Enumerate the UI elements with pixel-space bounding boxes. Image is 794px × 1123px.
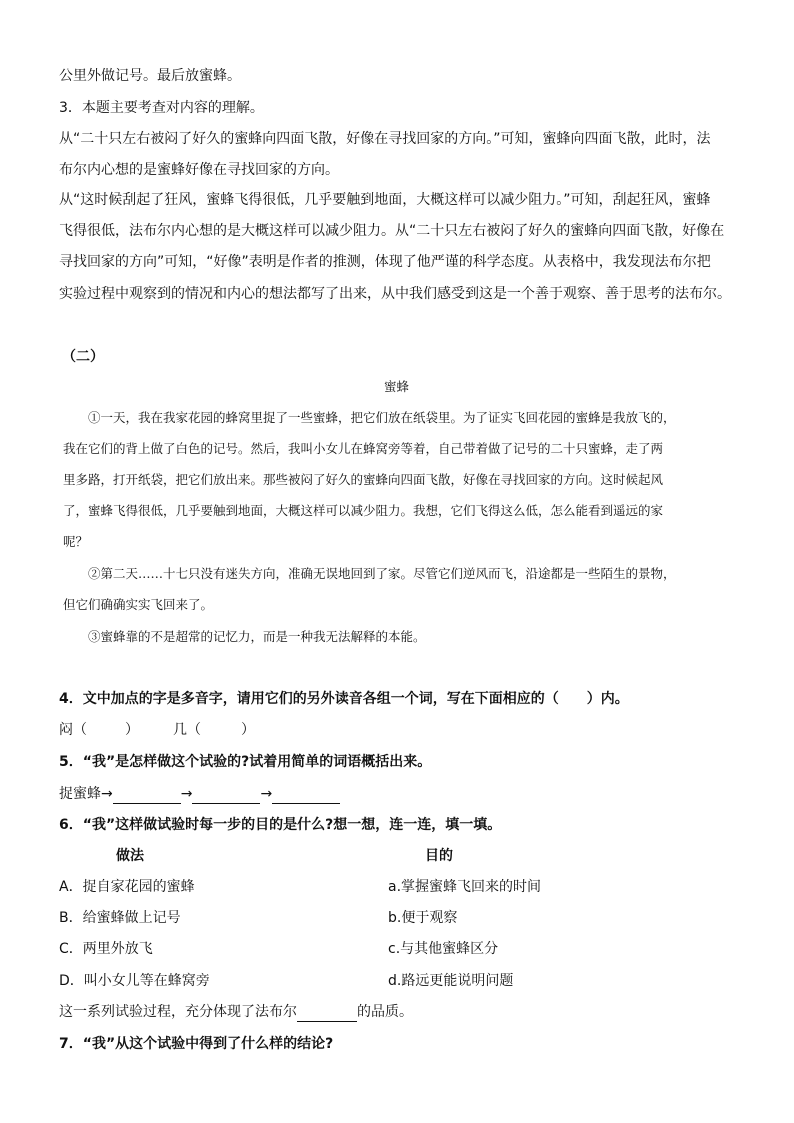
passage-line: ③蜜蜂靠的不是超常的记忆力，而是一种我无法解释的本能。: [88, 629, 426, 644]
q4-answer-row: [59, 720, 255, 740]
q5-answer-row: [59, 784, 340, 804]
answer-paragraph-line: 飞得很低，法布尔内心想的是大概这样可以减少阻力。从“二十只左右被闷了好久的蜜蜂向四面飞散，好像在: [59, 223, 725, 239]
passage-line: ①一天，我在我家花园的蜂窝里捉了一些蜜蜂，把它们放在纸袋里。为了证实飞回花园的蜜蜂是我放飞的，: [88, 410, 676, 425]
q5-blank-2[interactable]: [192, 787, 260, 804]
answer-paragraph-line: 从“二十只左右被闷了好久的蜜蜂向四面飞散，好像在寻找回家的方向。”可知，蜜蜂向四面飞散，此时，法: [59, 131, 711, 147]
q5-start: 捉蜜蜂: [59, 786, 101, 802]
passage-line: ②第二天……十七只没有迷失方向，准确无误地回到了家。尽管它们逆风而飞，沿途都是一些陌生的景物，: [88, 566, 676, 581]
q4-close-paren: ）: [241, 722, 255, 738]
passage-line: 里多路，打开纸袋，把它们放出来。那些被闷了好久的蜜蜂向四面飞散，好像在寻找回家的方向。这时候起风: [63, 472, 664, 487]
q6-method-item[interactable]: C．两里外放飞: [59, 941, 153, 957]
q5-arrow: →: [101, 786, 113, 802]
q6-summary: [59, 1002, 413, 1022]
passage-title: 蜜蜂: [384, 379, 410, 394]
q4-close-paren: ）: [125, 722, 139, 738]
q5-arrow: →: [260, 786, 273, 802]
q4-char-men: 闷（: [59, 722, 87, 738]
answer-line: 公里外做记号。最后放蜜蜂。: [59, 68, 241, 84]
answer-paragraph-line: 从“这时候刮起了狂风，蜜蜂飞得很低，几乎要触到地面，大概这样可以减少阻力。”可知，刮起狂风，蜜蜂: [59, 192, 711, 208]
passage-line: 了，蜜蜂飞得很低，几乎要触到地面，大概这样可以减少阻力。我想，它们飞得这么低，怎么能看到遥远的家: [63, 503, 664, 518]
q5-blank-1[interactable]: [113, 787, 181, 804]
question-4: 4．文中加点的字是多音字，请用它们的另外读音各组一个词，写在下面相应的（ ）内。: [59, 691, 629, 707]
q6-summary-blank[interactable]: [297, 1005, 357, 1022]
q5-arrow: →: [180, 786, 193, 802]
q6-purpose-item[interactable]: c.与其他蜜蜂区分: [388, 941, 499, 957]
q6-summary-suffix: 的品质。: [357, 1004, 413, 1020]
answer-paragraph-line: 寻找回家的方向”可知，“好像”表明是作者的推测，体现了他严谨的科学态度。从表格中，我发现法布尔把: [59, 254, 711, 270]
passage-line: 我在它们的背上做了白色的记号。然后，我叫小女儿在蜂窝旁等着，自己带着做了记号的二十只蜜蜂，走了两: [63, 441, 664, 456]
q6-heading-purpose: 目的: [425, 848, 453, 864]
q6-purpose-item[interactable]: b.便于观察: [388, 910, 458, 926]
q6-purpose-item[interactable]: a.掌握蜜蜂飞回来的时间: [388, 879, 542, 895]
q4-char-ji: 几（: [173, 722, 201, 738]
q6-heading-method: 做法: [116, 848, 144, 864]
passage-line: 呢？: [63, 534, 89, 549]
q6-method-item[interactable]: D．叫小女儿等在蜂窝旁: [59, 973, 210, 989]
q6-summary-prefix: 这一系列试验过程，充分体现了法布尔: [59, 1004, 297, 1020]
section-label: （二）: [62, 349, 104, 365]
q6-purpose-item[interactable]: d.路远更能说明问题: [388, 973, 514, 989]
q6-method-item[interactable]: A．捉自家花园的蜜蜂: [59, 879, 195, 895]
q6-method-item[interactable]: B．给蜜蜂做上记号: [59, 910, 181, 926]
q5-blank-3[interactable]: [272, 787, 340, 804]
answer-paragraph-line: 实验过程中观察到的情况和内心的想法都写了出来，从中我们感受到这是一个善于观察、善于思考的法布尔。: [59, 286, 731, 302]
question-6: 6．“我”这样做试验时每一步的目的是什么?想一想，连一连，填一填。: [59, 817, 502, 833]
question-7: 7．“我”从这个试验中得到了什么样的结论?: [59, 1036, 334, 1052]
answer-paragraph-line: 布尔内心想的是蜜蜂好像在寻找回家的方向。: [59, 162, 339, 178]
q3-answer-title: 3．本题主要考查对内容的理解。: [59, 100, 264, 116]
question-5: 5．“我”是怎样做这个试验的?试着用简单的词语概括出来。: [59, 754, 432, 770]
passage-line: 但它们确确实实飞回来了。: [63, 597, 214, 612]
